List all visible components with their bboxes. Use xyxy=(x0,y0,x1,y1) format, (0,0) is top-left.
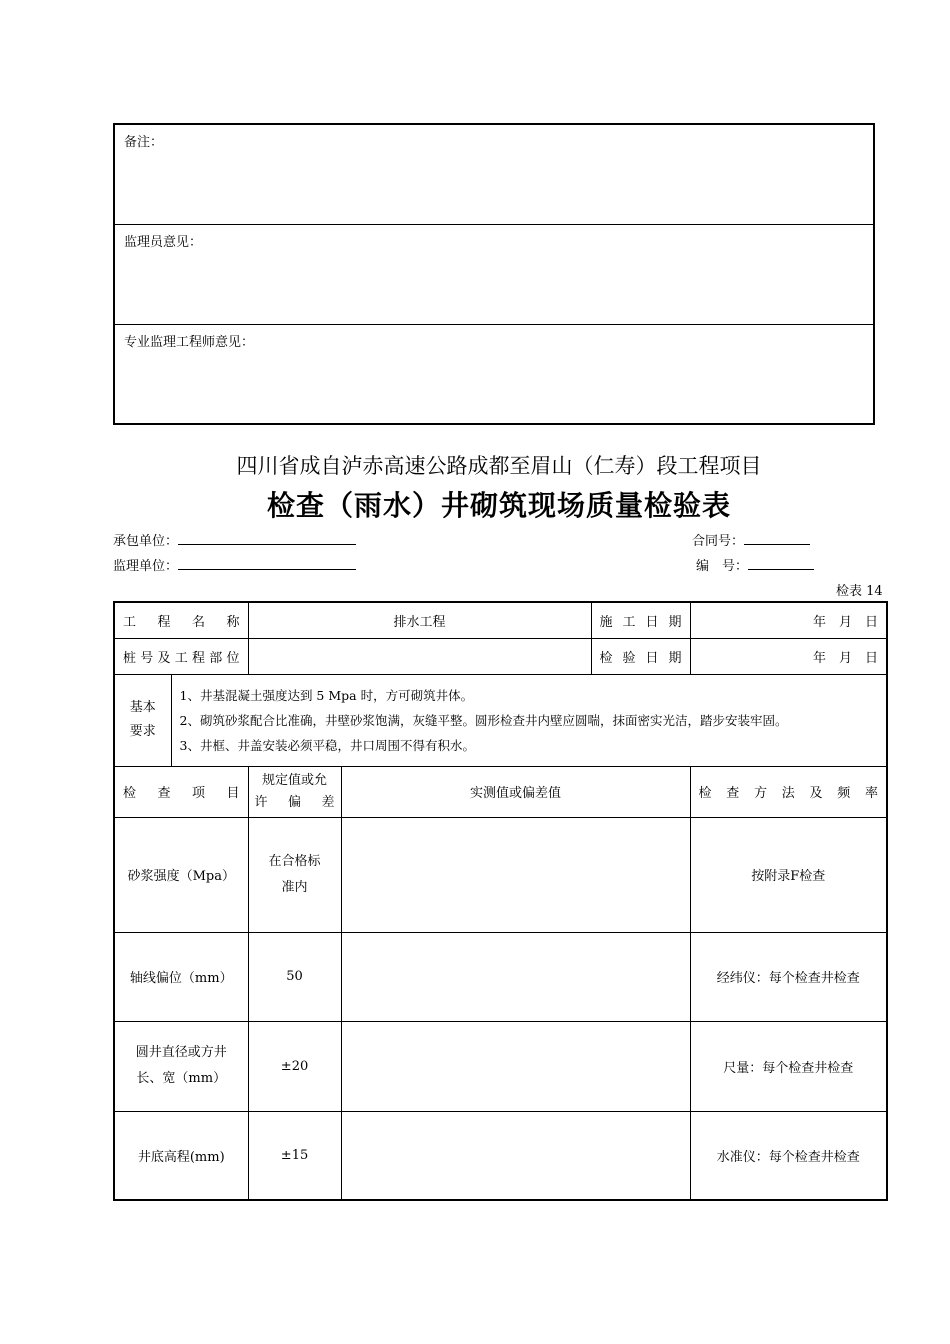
col-spec-line2: 许 偏 差 xyxy=(254,794,335,810)
supervisor-opinion-label: 监理员意见： xyxy=(124,235,203,250)
col-method-header: 检 查 方 法 及 频 率 xyxy=(690,766,887,817)
table-row xyxy=(114,1111,887,1200)
contractor-label: 承包单位： xyxy=(113,534,179,549)
basic-req-label-line2: 要求 xyxy=(129,724,156,739)
engineer-opinion-label: 专业监理工程师意见： xyxy=(124,335,255,350)
project-name-label: 工 程 名 称 xyxy=(114,602,248,638)
contractor-field[interactable] xyxy=(113,530,356,549)
requirement-1: 1、井基混凝土强度达到 5 Mpa 时，方可砌筑井体。 xyxy=(179,687,474,703)
method-cell: 水准仪：每个检查井检查 xyxy=(690,1111,887,1200)
method-cell: 按附录F检查 xyxy=(690,817,887,932)
method-cell: 尺量：每个检查井检查 xyxy=(690,1021,887,1111)
measured-cell[interactable] xyxy=(341,932,690,1021)
table-row xyxy=(114,1021,887,1111)
supervision-input-line[interactable] xyxy=(178,556,356,570)
col-measured-header: 实测值或偏差值 xyxy=(341,766,690,817)
supervisor-opinion-section[interactable] xyxy=(115,225,873,325)
number-field[interactable] xyxy=(696,555,814,574)
remarks-label: 备注： xyxy=(124,135,164,150)
project-title: 四川省成自泸赤高速公路成都至眉山（仁寿）段工程项目 xyxy=(236,454,762,478)
method-cell: 经纬仪：每个检查井检查 xyxy=(690,932,887,1021)
station-value[interactable] xyxy=(248,638,591,674)
measured-cell[interactable] xyxy=(341,1021,690,1111)
item-cell: 井底高程(mm) xyxy=(114,1111,248,1200)
col-item-header: 检 查 项 目 xyxy=(114,766,248,817)
requirement-2: 2、砌筑砂浆配合比准确，井壁砂浆饱满，灰缝平整。圆形检查井内壁应圆喘，抹面密实光洁，踏步安装牢固。 xyxy=(179,712,788,728)
remarks-section[interactable] xyxy=(115,125,873,225)
requirement-3: 3、井框、井盖安装必须平稳，井口周围不得有积水。 xyxy=(179,737,475,753)
contract-no-field[interactable] xyxy=(692,530,810,549)
construction-date-label: 施 工 日 期 xyxy=(591,602,690,638)
table-row xyxy=(114,817,887,932)
supervision-label: 监理单位： xyxy=(113,559,179,574)
contractor-input-line[interactable] xyxy=(178,531,356,545)
remarks-box xyxy=(113,123,875,425)
supervision-field[interactable] xyxy=(113,555,356,574)
spec-cell: ±15 xyxy=(248,1111,341,1200)
item-cell: 砂浆强度（Mpa） xyxy=(114,817,248,932)
project-name-row xyxy=(114,602,887,638)
requirements-text xyxy=(171,674,887,766)
measured-cell[interactable] xyxy=(341,1111,690,1200)
basic-requirements-row xyxy=(114,674,887,766)
engineer-opinion-section[interactable] xyxy=(115,325,873,425)
station-row xyxy=(114,638,887,674)
item-cell: 圆井直径或方井长、宽（mm） xyxy=(114,1021,248,1111)
form-code: 检表 14 xyxy=(836,584,883,599)
inspection-date-label: 检 验 日 期 xyxy=(591,638,690,674)
measured-cell[interactable] xyxy=(341,817,690,932)
column-header-row xyxy=(114,766,887,817)
table-row xyxy=(114,932,887,1021)
number-input-line[interactable] xyxy=(748,556,814,570)
contract-no-input-line[interactable] xyxy=(744,531,810,545)
spec-cell: 在合格标准内 xyxy=(248,817,341,932)
project-name-value[interactable]: 排水工程 xyxy=(248,602,591,638)
contract-no-label: 合同号： xyxy=(692,534,745,549)
number-label: 编 号： xyxy=(696,559,749,574)
spec-cell: 50 xyxy=(248,932,341,1021)
basic-req-label-line1: 基本 xyxy=(129,700,156,715)
inspection-date-value[interactable]: 年 月 日 xyxy=(690,638,887,674)
basic-requirements-label xyxy=(114,674,171,766)
station-label: 桩号及工程部位 xyxy=(114,638,248,674)
form-title: 检查（雨水）井砌筑现场质量检验表 xyxy=(266,489,731,522)
construction-date-value[interactable]: 年 月 日 xyxy=(690,602,887,638)
col-spec-header xyxy=(248,766,341,817)
spec-cell: ±20 xyxy=(248,1021,341,1111)
item-cell: 轴线偏位（mm） xyxy=(114,932,248,1021)
col-spec-line1: 规定值或允 xyxy=(262,772,328,788)
inspection-table xyxy=(113,601,888,1201)
